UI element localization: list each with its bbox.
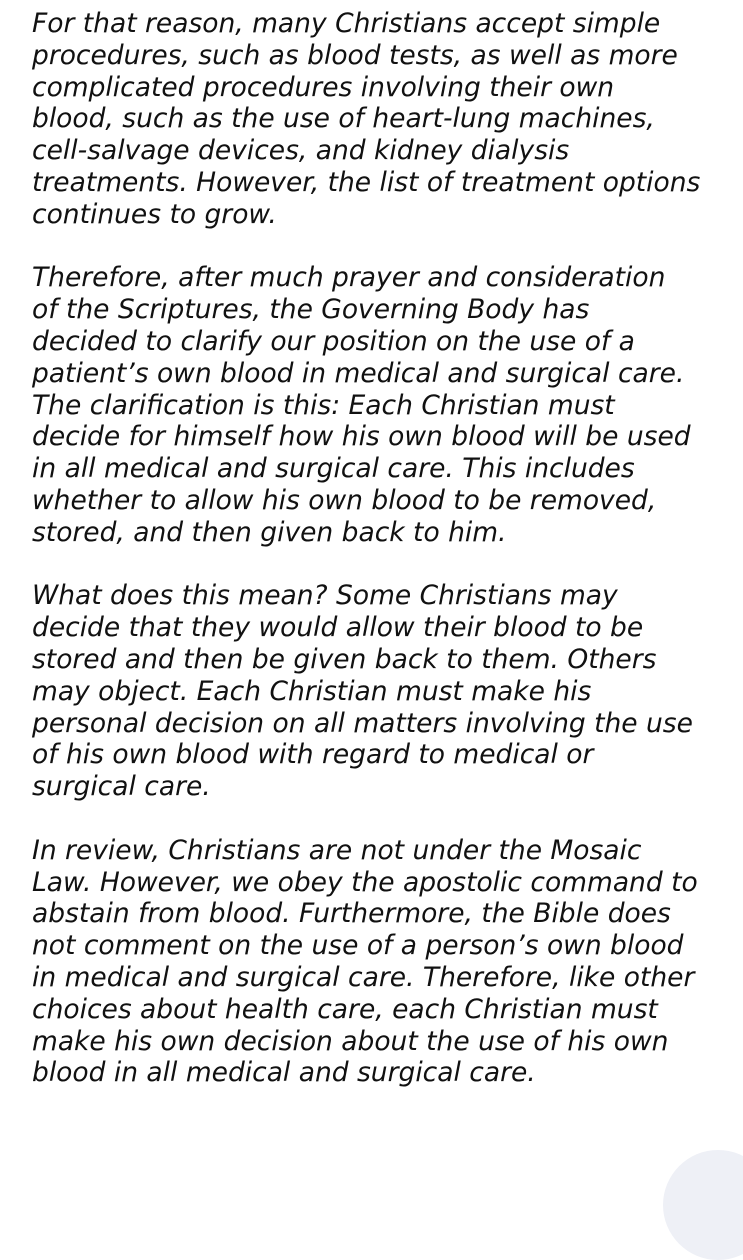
text-line: For that reason, many Christians accept simple (32, 8, 661, 39)
text-line: patient’s own blood in medical and surgical care. (32, 357, 685, 389)
article-body (32, 8, 732, 1089)
text-line: decided to clarify our position on the use of a (32, 325, 635, 357)
text-line: blood, such as the use of heart-lung machines, (32, 103, 655, 135)
text-line: treatments. However, the list of treatment options (32, 166, 701, 198)
text-line: of his own blood with regard to medical or (32, 739, 594, 771)
text-line: in medical and surgical care. Therefore, like other (32, 961, 695, 993)
text-line: choices about health care, each Christian must (32, 993, 658, 1025)
text-line: continues to grow. (32, 198, 277, 230)
paragraph-4 (32, 835, 732, 1089)
text-line: In review, Christians are not under the Mosaic (32, 834, 642, 866)
text-line: Law. However, we obey the apostolic command to (32, 866, 698, 898)
text-line: in all medical and surgical care. This includes (32, 453, 635, 485)
text-line: stored and then be given back to them. Others (32, 643, 657, 675)
text-line: personal decision on all matters involving the use (32, 707, 693, 739)
text-line: blood in all medical and surgical care. (32, 1057, 536, 1089)
paragraph-spacer (32, 231, 732, 263)
text-line: cell-salvage devices, and kidney dialysis (32, 135, 570, 167)
text-line: not comment on the use of a person’s own blood (32, 930, 684, 962)
paragraph-2 (32, 262, 732, 548)
text-line: decide for himself how his own blood will be used (32, 421, 691, 453)
text-line: of the Scriptures, the Governing Body has (32, 294, 590, 326)
text-line: procedures, such as blood tests, as well as more (32, 39, 678, 71)
floating-action-button[interactable] (663, 1150, 743, 1260)
text-line: decide that they would allow their blood to be (32, 612, 644, 644)
paragraph-1 (32, 8, 732, 231)
text-line: surgical care. (32, 771, 211, 803)
text-line: stored, and then given back to him. (32, 516, 507, 548)
paragraph-spacer (32, 549, 732, 581)
text-line: make his own decision about the use of his own (32, 1025, 669, 1057)
text-line: whether to allow his own blood to be removed, (32, 484, 657, 516)
paragraph-3 (32, 580, 732, 803)
text-line: abstain from blood. Furthermore, the Bible does (32, 898, 671, 930)
text-line: What does this mean? Some Christians may (32, 580, 618, 612)
text-line: complicated procedures involving their own (32, 71, 615, 103)
paragraph-spacer (32, 803, 732, 835)
text-line: may object. Each Christian must make his (32, 675, 592, 707)
text-line: The clarification is this: Each Christian must (32, 389, 615, 421)
text-line: Therefore, after much prayer and consideration (32, 262, 666, 294)
